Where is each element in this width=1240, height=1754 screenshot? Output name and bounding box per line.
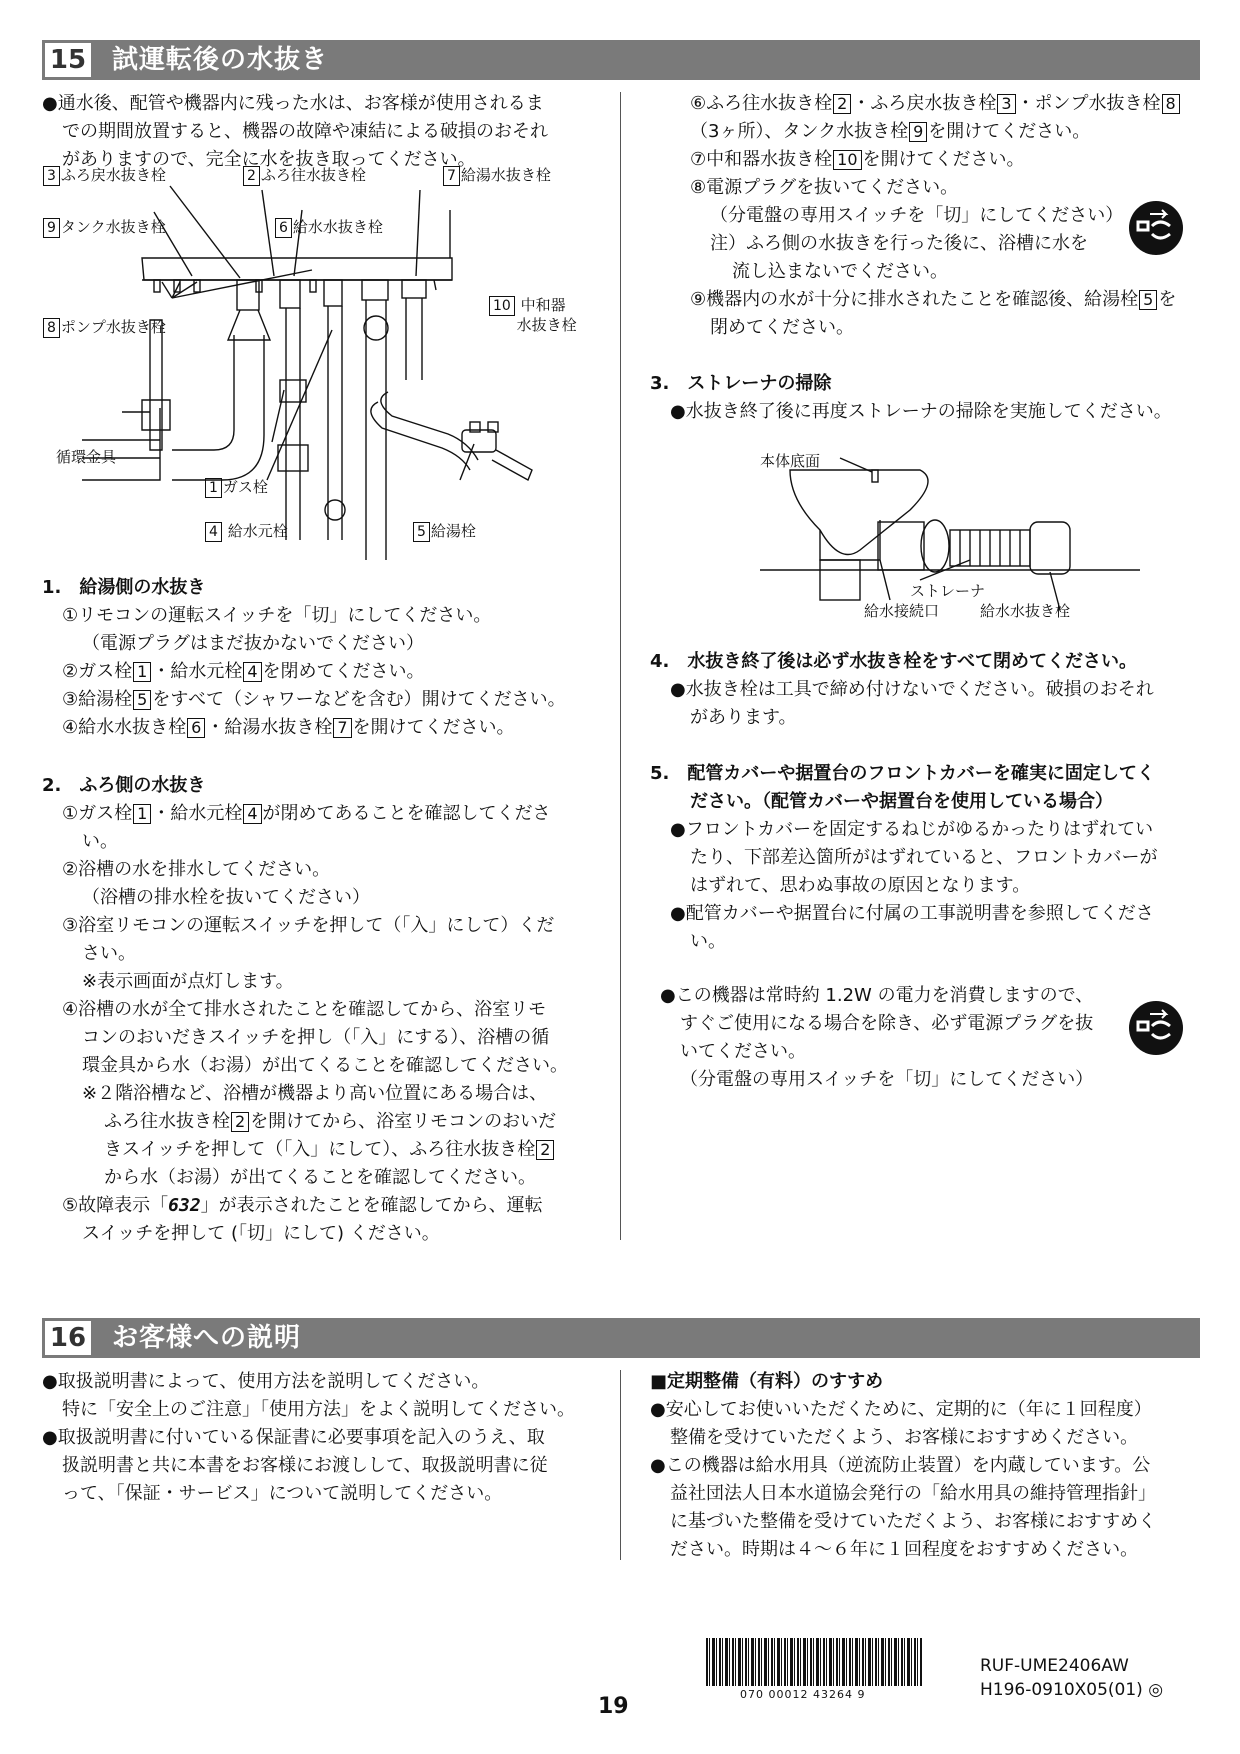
model-number: RUF-UME2406AW bbox=[980, 1656, 1129, 1676]
recycle-mark: ◎ bbox=[1148, 1680, 1164, 1700]
barcode bbox=[706, 1638, 922, 1686]
label-furo-return-drain: 3 ふろ戻水抜き栓 bbox=[42, 164, 166, 186]
label-pump-drain: 8 ポンプ水抜き栓 bbox=[42, 316, 166, 338]
label-tank-drain: 9 タンク水抜き栓 bbox=[42, 216, 166, 238]
label-circulation-fitting: 循環金具 bbox=[56, 448, 117, 466]
model-info bbox=[980, 1654, 1163, 1702]
label-unit-bottom: 本体底面 bbox=[760, 452, 821, 470]
step-4: 4. 水抜き終了後は必ず水抜き栓をすべて閉めてください。 ●水抜き栓は工具で締め付けないでください。破損のおそれ があります。 bbox=[650, 651, 1154, 728]
strainer-figure bbox=[760, 450, 1140, 625]
intro-text: ●通水後、配管や機器内に残った水は、お客様が使用されるま での期間放置すると、機器の故障や凍結による破損のおそれ がありますので、完全に水を抜き取ってください。 bbox=[42, 93, 548, 170]
section-number: 15 bbox=[42, 40, 94, 80]
label-water-inlet: 給水接続口 bbox=[864, 602, 940, 620]
label-strainer: ストレーナ bbox=[910, 582, 986, 600]
section-15-header bbox=[42, 40, 1200, 80]
drain-diagram bbox=[42, 166, 612, 560]
label-water-supply-drain: 6 給水水抜き栓 bbox=[274, 216, 383, 238]
label-water-main-valve: 4 給水元栓 bbox=[204, 520, 288, 542]
document-code: H196-0910X05(01) bbox=[980, 1680, 1143, 1700]
label-hot-water-tap: 5 給湯栓 bbox=[412, 520, 476, 542]
label-water-drain-valve: 給水水抜き栓 bbox=[980, 602, 1071, 620]
step-1: 1. 給湯側の水抜き ①リモコンの運転スイッチを「切」にしてください。 （電源プラグはまだ抜かないでください） ②ガス栓 1 ・給水元栓 4 を閉めてください。 ③給湯栓 5 をすべて（シャワーなどを含む）開けてください。 ④給水水抜き栓 6 ・給湯水抜き栓 7 を開けてください。 bbox=[42, 577, 566, 738]
label-hot-water-drain: 7 給湯水抜き栓 bbox=[442, 164, 551, 186]
page-number: 19 bbox=[598, 1694, 629, 1719]
step-2: 2. ふろ側の水抜き ①ガス栓 1 ・給水元栓 4 が閉めてあることを確認してくださ い。 ②浴槽の水を排水してください。 （浴槽の排水栓を抜いてください） ③浴室リモコンの運転スイッチを押して（「入」にして）くだ さい。 ※表示画面が点灯します。 ④浴槽の水が全て排水されたことを確認してから、浴室リモ コンのおいだきスイッチを押し（「入」にする）、浴槽の循 環金具から水（お湯）が出てくることを確認してください。 ※２階浴槽など、浴槽が機器より高い位置にある場合は、 ふろ往水抜き栓 2 を開けてから、浴室リモコンのおいだ きスイッチを押して（「入」にして）、ふろ往水抜き栓 2 から水（お湯）が出てくることを確認してください。 ⑤故障表示「632」が表示されたことを確認してから、運転 スイッチを押して (「切」にして) ください。 bbox=[42, 775, 568, 1244]
unplug-icon bbox=[1128, 200, 1184, 256]
column-divider bbox=[620, 92, 621, 1240]
power-notice: ●この機器は常時約 1.2W の電力を消費しますので、 すぐご使用になる場合を除き、必ず電源プラグを抜 いてください。 （分電盤の専用スイッチを「切」にしてください） bbox=[660, 985, 1094, 1090]
section-16-header bbox=[42, 1318, 1200, 1358]
step-5: 5. 配管カバーや据置台のフロントカバーを確実に固定してく ださい。（配管カバーや据置台を使用している場合） ●フロントカバーを固定するねじがゆるかったりはずれてい たり、下部差込箇所がはずれていると、フロントカバーが はずれて、思わぬ事故の原因となります。 ●配管カバーや据置台に付属の工事説明書を参照してくださ い。 bbox=[650, 763, 1158, 952]
section-title: お客様への説明 bbox=[112, 1323, 302, 1353]
section-number: 16 bbox=[42, 1318, 94, 1358]
section-title: 試運転後の水抜き bbox=[112, 45, 329, 75]
maintenance-recommendation: ■定期整備（有料）のすすめ ●安心してお使いいただくために、定期的に（年に１回程度） 整備を受けていただくよう、お客様におすすめください。 ●この機器は給水用具（逆流防止装置）を内蔵しています。公 益社団法人日本水道協会発行の「給水用具の維持管理指針」 に基づいた整備を受けていただくよう、お客様におすすめく ださい。時期は４～６年に１回程度をおすすめください。 bbox=[650, 1371, 1157, 1560]
label-neutralizer-drain: 10 中和器 水抜き栓 bbox=[488, 296, 577, 334]
label-gas-valve: 1 ガス栓 bbox=[204, 476, 268, 498]
right-steps: ⑥ふろ往水抜き栓 2 ・ふろ戻水抜き栓 3 ・ポンプ水抜き栓 8 （3ヶ所）、タンク水抜き栓 9 を開けてください。 ⑦中和器水抜き栓 10 を開けてください。 ⑧電源プラグを抜いてください。 （分電盤の専用スイッチを「切」にしてください） 注）ふろ側の水抜きを行った後に、浴槽に水を 流し込まないでください。 ⑨機器内の水が十分に排水されたことを確認後、給湯栓 5 を 閉めてください。 bbox=[650, 90, 1200, 342]
error-code: 632 bbox=[168, 1195, 201, 1216]
unplug-icon-2 bbox=[1128, 1000, 1184, 1056]
label-furo-out-drain: 2 ふろ往水抜き栓 bbox=[242, 164, 366, 186]
column-divider-16 bbox=[620, 1370, 621, 1560]
barcode-digits: 070 00012 43264 9 bbox=[740, 1688, 866, 1701]
customer-explanation: ●取扱説明書によって、使用方法を説明してください。 特に「安全上のご注意」「使用方法」をよく説明してください。 ●取扱説明書に付いている保証書に必要事項を記入のうえ、取 扱説明書と共に本書をお客様にお渡しして、取扱説明書に従 って、「保証・サービス」について説明してください。 bbox=[42, 1371, 575, 1504]
step-3: 3. ストレーナの掃除 ●水抜き終了後に再度ストレーナの掃除を実施してください。 bbox=[650, 373, 1172, 422]
